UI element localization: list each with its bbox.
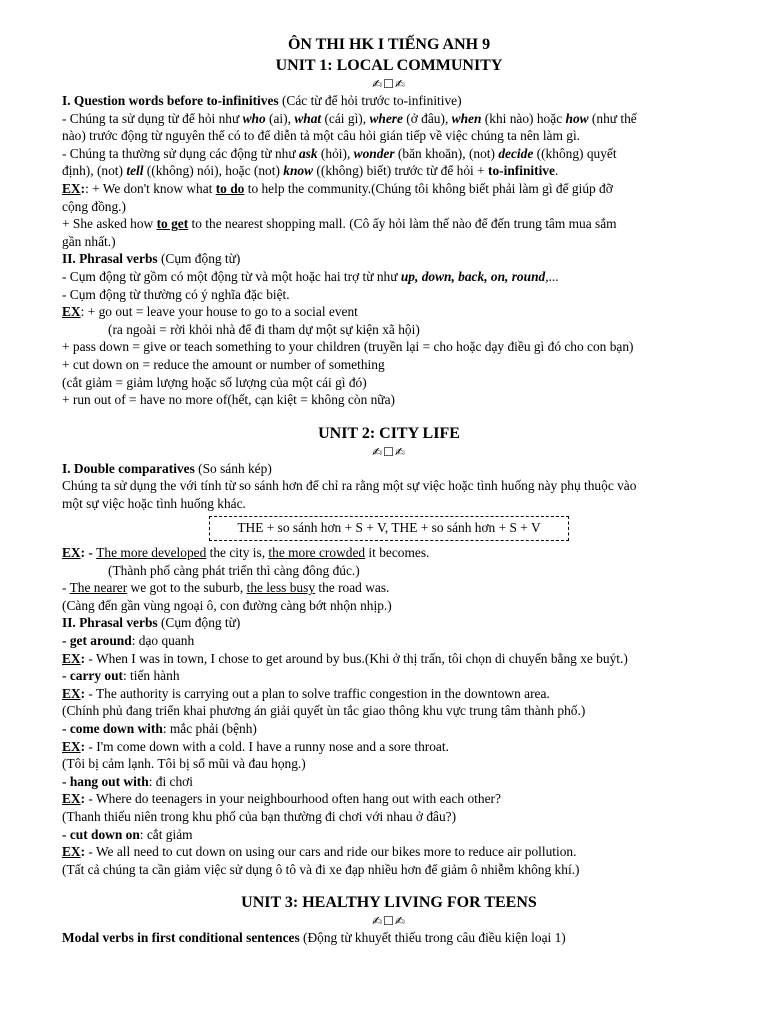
unit2-section1-heading: I. Double comparatives (So sánh kép) — [62, 460, 272, 476]
unit2-pv1-example: EX: - When I was in town, I chose to get around by bus.(Khi ở thị trấn, tôi chọn di chuyển bằng xe buýt.) — [62, 650, 628, 666]
unit1-section1-heading: I. Question words before to-infinitives (Các từ để hỏi trước to-infinitive) — [62, 93, 462, 108]
unit1-example1: EX:: + We don't know what to do to help the community.(Chúng tôi không biết phải làm gì để giúp đỡ — [62, 180, 613, 196]
document-title: ÔN THI HK I TIẾNG ANH 9 — [287, 36, 491, 53]
unit1-section2-heading: II. Phrasal verbs (Cụm động từ) — [62, 251, 241, 267]
unit1-rule1-cont: nào) trước động từ nguyên thể có to để diễn tả một câu hỏi gián tiếp về việc chúng ta nên làm gì. — [62, 128, 581, 144]
unit2-example2-vi: (Càng đến gần vùng ngoại ô, con đường càng bớt nhộn nhịp.) — [62, 597, 392, 613]
unit1-pv-example4: + run out of = have no more of(hết, cạn kiệt = không còn nữa) — [62, 392, 395, 408]
unit1-pv-example1: EX: + go out = leave your house to go to a social event — [62, 304, 358, 320]
unit2-description-cont: một sự việc hoặc tình huống khác. — [62, 495, 246, 511]
unit2-pv2-example-vi: (Chính phủ đang triển khai phương án giải quyết ùn tắc giao thông khu vực trung tâm thành phố.) — [62, 703, 586, 719]
unit2-pv4: - hang out with: đi chơi — [62, 773, 193, 789]
unit2-pv2: - carry out: tiến hành — [62, 668, 180, 684]
unit2-pv4-example-vi: (Thanh thiếu niên trong khu phố của bạn thường đi chơi với nhau ở đâu?) — [62, 808, 457, 824]
unit2-pv1: - get around: dạo quanh — [62, 633, 195, 649]
unit3-title: UNIT 3: HEALTHY LIVING FOR TEENS — [241, 894, 537, 912]
unit1-pv-example3: + cut down on = reduce the amount or number of something — [62, 356, 385, 372]
unit1-rule2: - Chúng ta thường sử dụng các động từ như ask (hỏi), wonder (băn khoăn), (not) decide ((không) quyết — [62, 145, 617, 161]
ornament-icon: ✍︎☐✍︎ — [372, 77, 406, 91]
unit1-pv-rule1: - Cụm động từ gồm có một động từ và một hoặc hai trợ từ như up, down, back, on, round,... — [62, 268, 559, 284]
unit2-pv3-example: EX: - I'm come down with a cold. I have a runny nose and a sore throat. — [62, 738, 449, 754]
unit1-example1-cont: cộng đồng.) — [62, 198, 126, 214]
unit2-example1: EX: - The more developed the city is, the more crowded it becomes. — [62, 545, 430, 561]
unit1-pv-rule2: - Cụm động từ thường có ý nghĩa đặc biệt. — [62, 286, 290, 302]
unit2-example2: - The nearer we got to the suburb, the less busy the road was. — [62, 580, 390, 596]
unit1-title: UNIT 1: LOCAL COMMUNITY — [275, 57, 503, 74]
unit1-pv-example3-vi: (cắt giảm = giảm lượng hoặc số lượng của một cái gì đó) — [62, 374, 367, 390]
unit2-pv5-example-vi: (Tất cả chúng ta cần giảm việc sử dụng ô tô và đi xe đạp nhiều hơn để giảm ô nhiễm không khí.) — [62, 861, 580, 877]
document-page — [62, 34, 716, 947]
ornament-icon: ✍︎☐✍︎ — [372, 914, 406, 929]
unit2-pv2-example: EX: - The authority is carrying out a plan to solve traffic congestion in the downtown area. — [62, 685, 550, 701]
unit2-pv5: - cut down on: cắt giảm — [62, 826, 193, 842]
unit3-heading: Modal verbs in first conditional sentences (Động từ khuyết thiếu trong câu điều kiện loại 1) — [62, 930, 566, 946]
unit2-pv3-example-vi: (Tôi bị cảm lạnh. Tôi bị sổ mũi và đau họng.) — [62, 756, 306, 772]
unit1-rule1: - Chúng ta sử dụng từ để hỏi như who (ai), what (cái gì), where (ở đâu), when (khi nào) hoặc how (như thế — [62, 110, 637, 126]
unit1-pv-example2: + pass down = give or teach something to your children (truyền lại = cho hoặc dạy điều gì đó cho con bạn) — [62, 339, 634, 355]
unit2-description: Chúng ta sử dụng the với tính từ so sánh hơn để chỉ ra rằng một sự việc hoặc tình huống này phụ thuộc vào — [62, 478, 637, 494]
formula-box: THE + so sánh hơn + S + V, THE + so sánh hơn + S + V — [209, 516, 569, 541]
unit2-pv4-example: EX: - Where do teenagers in your neighbourhood often hang out with each other? — [62, 791, 501, 807]
unit2-pv3: - come down with: mắc phải (bệnh) — [62, 721, 257, 736]
unit1-example2-cont: gần nhất.) — [62, 233, 116, 249]
unit1-example2: + She asked how to get to the nearest shopping mall. (Cô ấy hỏi làm thế nào để đến trung tâm mua sắm — [62, 216, 617, 232]
unit2-title: UNIT 2: CITY LIFE — [318, 424, 460, 442]
unit2-pv5-example: EX: - We all need to cut down on using our cars and ride our bikes more to reduce air pollution. — [62, 844, 577, 860]
ornament-icon: ✍︎☐✍︎ — [372, 444, 406, 459]
unit1-rule2-cont: định), (not) tell ((không) nói), hoặc (not) know ((không) biết) trước từ để hỏi + to-infinitive. — [62, 163, 559, 179]
unit2-example1-vi: (Thành phố càng phát triển thì càng đông đúc.) — [108, 562, 360, 578]
unit1-pv-example1-vi: (ra ngoài = rời khỏi nhà để đi tham dự một sự kiện xã hội) — [108, 321, 420, 337]
unit2-section2-heading: II. Phrasal verbs (Cụm động từ) — [62, 615, 241, 631]
